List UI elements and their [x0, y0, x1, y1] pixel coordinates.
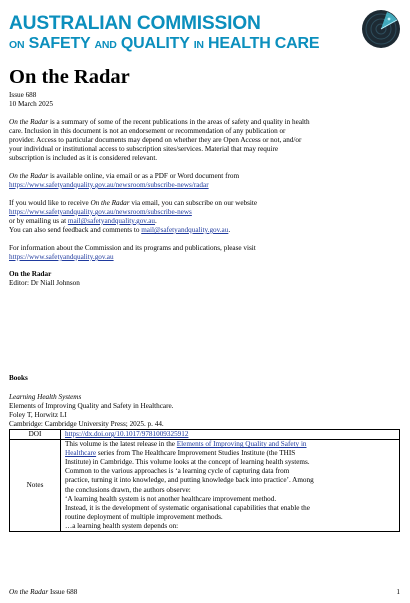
subscribe-title-ref: On the Radar	[90, 199, 130, 207]
org-word-safety: SAFETY	[28, 35, 91, 52]
notes-line-5: practice, turning it into knowledge, and putting knowledge back into practice’. Among	[65, 476, 314, 485]
doi-link[interactable]: https://dx.doi.org/10.1017/9781009325912	[65, 430, 189, 438]
org-word-health-care: HEALTH CARE	[208, 35, 320, 52]
series-link-part-1[interactable]: Elements of Improving Quality and Safety in	[176, 440, 307, 449]
subscribe-link[interactable]: https://www.safetyandquality.gov.au/newsroom/subscribe-news	[9, 208, 192, 216]
intro-line-5: subscription is included as it is considered relevant.	[9, 154, 158, 162]
intro-line-4: your individual or institutional access to subscription sites/services. Material that may require	[9, 145, 279, 153]
info-line: For information about the Commission and its programs and publications, please visit	[9, 244, 256, 252]
org-name-line2	[9, 35, 319, 53]
radar-icon	[361, 8, 401, 50]
masthead	[9, 8, 401, 56]
book-title: Elements of Improving Quality and Safety in Healthcare.	[9, 402, 174, 410]
org-word-and: AND	[94, 39, 117, 51]
commission-link[interactable]: https://www.safetyandquality.gov.au	[9, 253, 114, 261]
org-word-in: IN	[193, 39, 204, 51]
editor-line: Editor: Dr Niall Johnson	[9, 279, 80, 287]
book-details-table	[9, 429, 400, 532]
subscribe-text-a: If you would like to receive	[9, 199, 91, 207]
notes-line-4: Common to the various approaches is ‘a learning cycle of capturing data from	[65, 467, 290, 476]
intro-line-2: care. Inclusion in this document is not an endorsement or recommendation of any publication or	[9, 127, 286, 135]
notes-line-6: the conclusions drawn, the authors observe:	[65, 485, 191, 494]
intro-line-1-text: is a summary of some of the recent publications in the areas of safety and quality in health	[48, 118, 310, 126]
doi-cell	[61, 430, 400, 440]
feedback-line	[9, 226, 230, 235]
subscribe-line-1	[9, 199, 257, 208]
availability-line	[9, 172, 239, 181]
book-publisher: Cambridge: Cambridge University Press; 2025. p. 44.	[9, 420, 164, 428]
availability-text: is available online, via email or as a PDF or Word document from	[48, 172, 240, 180]
notes-line-9: routine deployment of multiple improvement methods.	[65, 512, 223, 521]
radar-link[interactable]: https://www.safetyandquality.gov.au/newsroom/subscribe-news/radar	[9, 181, 209, 189]
notes-line-2	[65, 449, 395, 458]
subscribe-text-b: via email, you can subscribe on our website	[129, 199, 258, 207]
org-word-quality: QUALITY	[120, 35, 190, 52]
subscribe-line-3	[9, 217, 157, 226]
email-link[interactable]: mail@safetyandquality.gov.au	[67, 217, 156, 225]
intro-title-ref: On the Radar	[9, 118, 49, 126]
feedback-text: You can also send feedback and comments to	[9, 226, 142, 234]
subscribe-email-text: or by emailing us at	[9, 217, 68, 225]
feedback-period: .	[228, 226, 231, 234]
issue-number: Issue 688	[9, 91, 37, 99]
doi-row	[10, 430, 400, 440]
notes-line-8: Instead, it is the development of systematic organisational capabilities that enable the	[65, 503, 310, 512]
notes-text-1: This volume is the latest release in the	[65, 440, 177, 449]
notes-line-10: …a learning health system depends on:	[65, 521, 179, 530]
feedback-email-link[interactable]: mail@safetyandquality.gov.au	[141, 226, 229, 234]
page-number: 1	[396, 588, 400, 596]
series-link-part-2[interactable]: Healthcare	[65, 449, 97, 458]
org-name-line1: AUSTRALIAN COMMISSION	[9, 13, 261, 34]
notes-cell	[61, 440, 400, 532]
notes-label: Notes	[10, 440, 61, 532]
org-word-on: ON	[9, 39, 25, 51]
book-series: Learning Health Systems	[9, 393, 82, 401]
issue-date: 10 March 2025	[9, 100, 53, 108]
editor-heading: On the Radar	[9, 270, 52, 278]
doi-label: DOI	[10, 430, 61, 440]
notes-text-2: series from The Healthcare Improvement Studies Institute (the THIS	[96, 449, 296, 458]
page-title: On the Radar	[9, 66, 130, 88]
section-heading-books: Books	[9, 374, 28, 382]
footer-issue-text: Issue 688	[48, 588, 78, 596]
availability-title-ref: On the Radar	[9, 172, 49, 180]
notes-line-1	[65, 440, 395, 449]
notes-row	[10, 440, 400, 532]
notes-line-3: Institute) in Cambridge. This volume looks at the concept of learning health systems.	[65, 458, 310, 467]
book-authors: Foley T, Horwitz LI	[9, 411, 67, 419]
intro-line-1	[9, 118, 310, 127]
footer-title-ref: On the Radar	[9, 588, 49, 596]
subscribe-period: .	[155, 217, 157, 225]
intro-line-3: provider. Access to particular documents may depend on whether they are Open Access or not, and/or	[9, 136, 302, 144]
footer-issue	[9, 588, 77, 596]
notes-line-7: ‘A learning health system is not another healthcare improvement method.	[65, 494, 277, 503]
